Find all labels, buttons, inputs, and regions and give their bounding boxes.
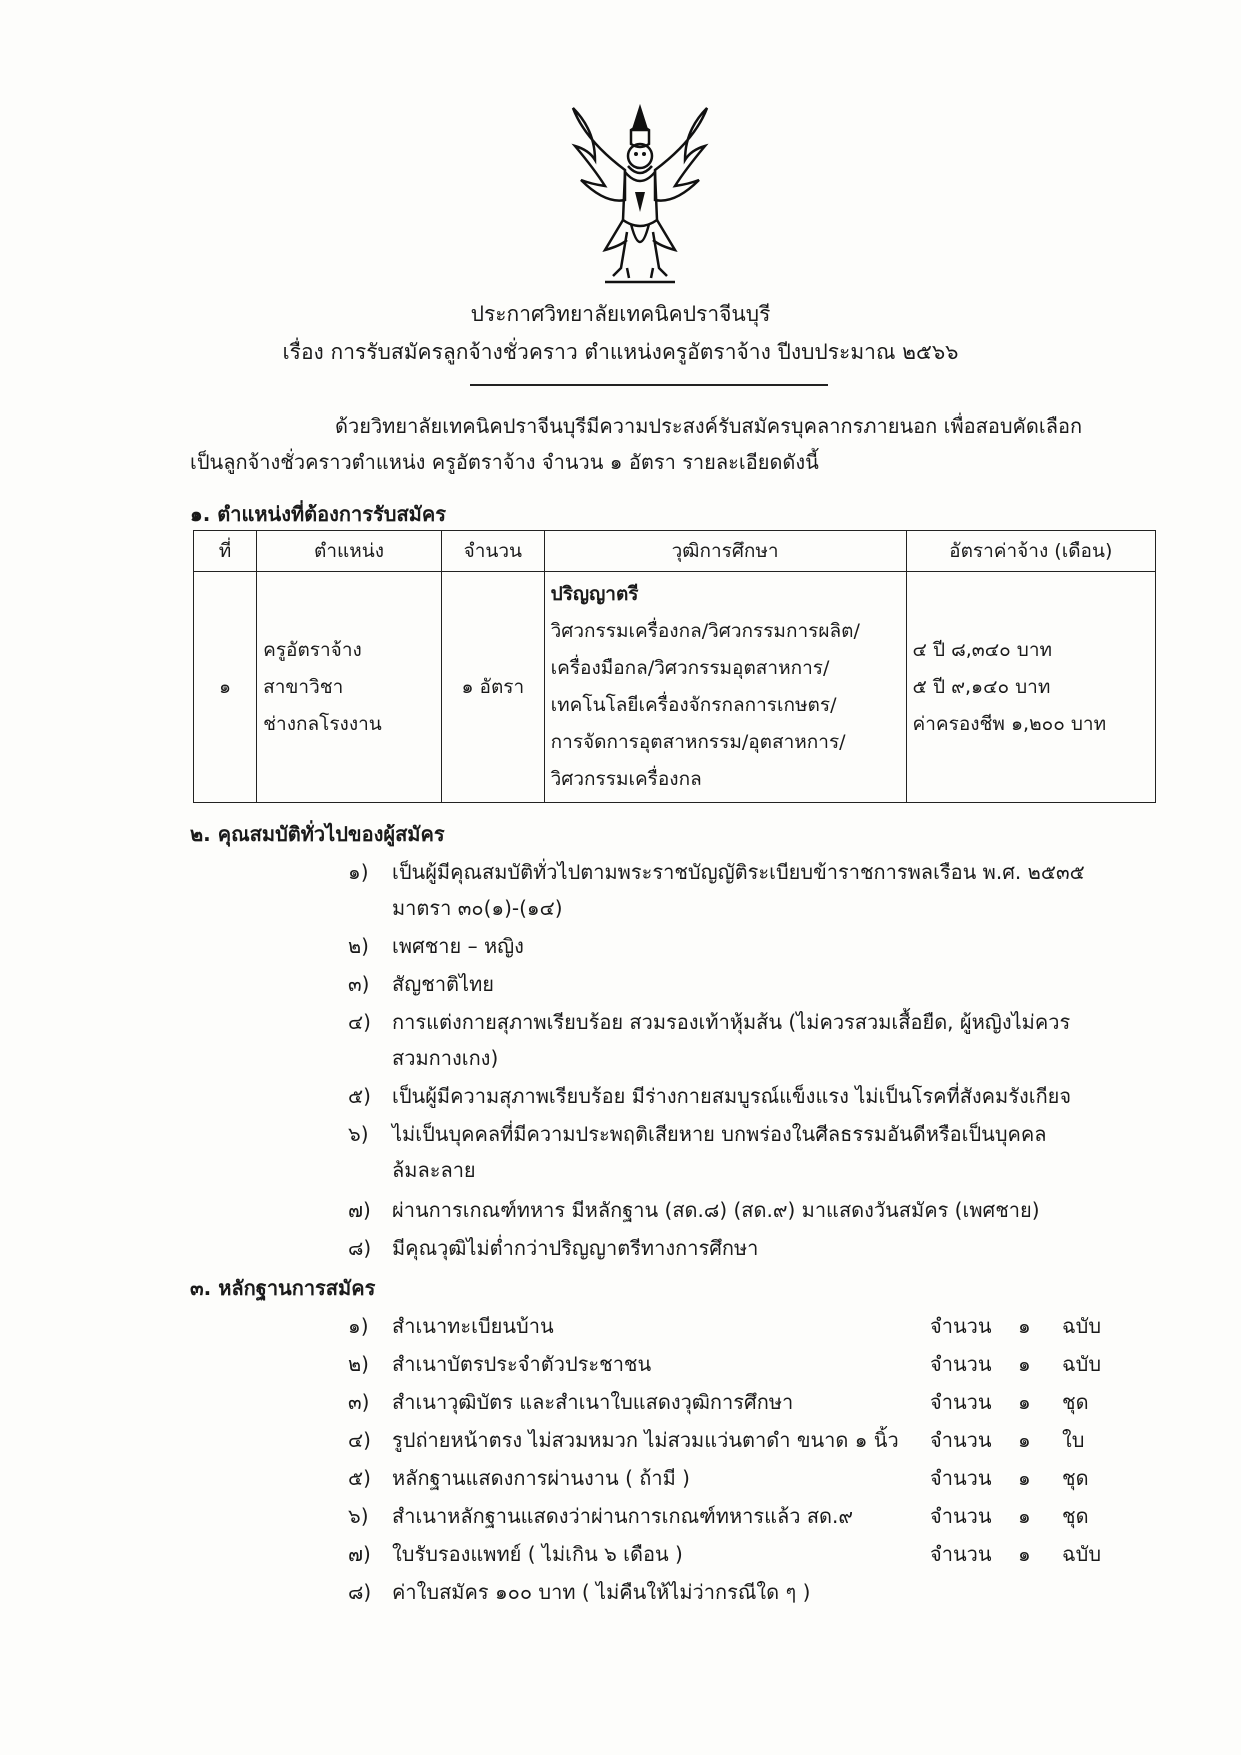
table-header-row xyxy=(194,531,1156,572)
document-item xyxy=(0,1500,1241,1530)
section-2-heading: ๒. คุณสมบัติทั่วไปของผู้สมัคร xyxy=(190,822,445,846)
list-item-continued xyxy=(0,1042,1241,1072)
item-text: ผ่านการเกณฑ์ทหาร มีหลักฐาน (สด.๘) (สด.๙) มาแสดงวันสมัคร (เพศชาย) xyxy=(392,1198,1040,1222)
quantity-label: จำนวน xyxy=(930,1314,992,1338)
col-header-position: ตำแหน่ง xyxy=(257,531,442,572)
item-text: รูปถ่ายหน้าตรง ไม่สวมหมวก ไม่สวมแว่นตาดำ ขนาด ๑ นิ้ว xyxy=(392,1428,899,1452)
col-header-no: ที่ xyxy=(194,531,257,572)
list-item xyxy=(0,930,1241,960)
list-item xyxy=(0,1006,1241,1036)
quantity-unit: ชุด xyxy=(1062,1390,1089,1414)
document-item xyxy=(0,1538,1241,1568)
degree-level: ปริญญาตรี xyxy=(550,583,639,605)
item-number: ๓) xyxy=(348,972,370,996)
item-text: มาตรา ๓๐(๑)-(๑๔) xyxy=(392,896,563,920)
quantity-unit: ชุด xyxy=(1062,1504,1089,1528)
item-text: ไม่เป็นบุคคลที่มีความประพฤติเสียหาย บกพร่องในศีลธรรมอันดีหรือเป็นบุคคล xyxy=(392,1122,1047,1146)
quantity-unit: ชุด xyxy=(1062,1466,1089,1490)
item-text: มีคุณวุฒิไม่ต่ำกว่าปริญญาตรีทางการศึกษา xyxy=(392,1236,759,1260)
qualification-line: เทคโนโลยีเครื่องจักรกลการเกษตร/ xyxy=(550,694,837,716)
item-text: ใบรับรองแพทย์ ( ไม่เกิน ๖ เดือน ) xyxy=(392,1542,683,1566)
list-item xyxy=(0,856,1241,886)
item-text: สำเนาทะเบียนบ้าน xyxy=(392,1314,554,1338)
item-number: ๑) xyxy=(348,860,369,884)
cell-position xyxy=(257,572,442,803)
quantity-label: จำนวน xyxy=(930,1466,992,1490)
intro-line-1: ด้วยวิทยาลัยเทคนิคปราจีนบุรีมีความประสงค์รับสมัครบุคลากรภายนอก เพื่อสอบคัดเลือก xyxy=(335,414,1083,438)
item-text: สำเนาหลักฐานแสดงว่าผ่านการเกณฑ์ทหารแล้ว สด.๙ xyxy=(392,1504,854,1528)
item-number: ๘) xyxy=(348,1236,372,1260)
quantity-label: จำนวน xyxy=(930,1352,992,1376)
position-line: สาขาวิชา xyxy=(263,675,344,698)
quantity-value: ๑ xyxy=(1018,1466,1031,1490)
document-item xyxy=(0,1424,1241,1454)
col-header-qualification: วุฒิการศึกษา xyxy=(544,531,906,572)
quantity-unit: ฉบับ xyxy=(1062,1542,1102,1566)
item-text: สัญชาติไทย xyxy=(392,972,495,996)
item-number: ๕) xyxy=(348,1466,371,1490)
item-number: ๘) xyxy=(348,1580,372,1604)
item-number: ๖) xyxy=(348,1122,369,1146)
intro-line-2: เป็นลูกจ้างชั่วคราวตำแหน่ง ครูอัตราจ้าง จำนวน ๑ อัตรา รายละเอียดดังนี้ xyxy=(190,450,819,474)
document-item xyxy=(0,1462,1241,1492)
rate-line: ๕ ปี ๙,๑๔๐ บาท xyxy=(912,675,1051,698)
garuda-emblem-icon xyxy=(565,100,715,290)
cell-no: ๑ xyxy=(194,572,257,803)
section-3-heading: ๓. หลักฐานการสมัคร xyxy=(190,1276,376,1300)
table-row xyxy=(194,572,1156,803)
item-text: สวมกางเกง) xyxy=(392,1046,499,1070)
list-item xyxy=(0,1118,1241,1148)
col-header-count: จำนวน xyxy=(441,531,544,572)
list-item xyxy=(0,968,1241,998)
quantity-label: จำนวน xyxy=(930,1504,992,1528)
quantity-label: จำนวน xyxy=(930,1428,992,1452)
quantity-label: จำนวน xyxy=(930,1542,992,1566)
list-item xyxy=(0,1194,1241,1224)
item-number: ๕) xyxy=(348,1084,371,1108)
document-item xyxy=(0,1386,1241,1416)
item-number: ๖) xyxy=(348,1504,369,1528)
quantity-unit: ฉบับ xyxy=(1062,1352,1102,1376)
list-item-continued xyxy=(0,1154,1241,1184)
qualification-line: เครื่องมือกล/วิศวกรรมอุตสาหการ/ xyxy=(550,657,830,679)
item-text: เป็นผู้มีคุณสมบัติทั่วไปตามพระราชบัญญัติระเบียบข้าราชการพลเรือน พ.ศ. ๒๕๓๕ xyxy=(392,860,1085,884)
position-line: ครูอัตราจ้าง xyxy=(263,638,362,661)
quantity-unit: ใบ xyxy=(1062,1428,1085,1452)
item-number: ๗) xyxy=(348,1198,371,1222)
item-text: เป็นผู้มีความสุภาพเรียบร้อย มีร่างกายสมบูรณ์แข็งแรง ไม่เป็นโรคที่สังคมรังเกียจ xyxy=(392,1084,1072,1108)
qualification-line: วิศวกรรมเครื่องกล xyxy=(550,768,702,790)
rate-line: ๔ ปี ๘,๓๔๐ บาท xyxy=(912,638,1053,661)
position-line: ช่างกลโรงงาน xyxy=(263,712,382,735)
title-divider xyxy=(470,384,828,386)
item-text: การแต่งกายสุภาพเรียบร้อย สวมรองเท้าหุ้มส้น (ไม่ควรสวมเสื้อยืด, ผู้หญิงไม่ควร xyxy=(392,1010,1071,1034)
quantity-unit: ฉบับ xyxy=(1062,1314,1102,1338)
item-text: หลักฐานแสดงการผ่านงาน ( ถ้ามี ) xyxy=(392,1466,690,1490)
item-number: ๓) xyxy=(348,1390,370,1414)
quantity-value: ๑ xyxy=(1018,1390,1031,1414)
qualification-line: วิศวกรรมเครื่องกล/วิศวกรรมการผลิต/ xyxy=(550,620,860,642)
quantity-value: ๑ xyxy=(1018,1352,1031,1376)
item-text: สำเนาวุฒิบัตร และสำเนาใบแสดงวุฒิการศึกษา xyxy=(392,1390,794,1414)
cell-rate xyxy=(906,572,1155,803)
announcement-subject: เรื่อง การรับสมัครลูกจ้างชั่วคราว ตำแหน่งครูอัตราจ้าง ปีงบประมาณ ๒๕๖๖ xyxy=(282,340,959,364)
quantity-value: ๑ xyxy=(1018,1314,1031,1338)
document-item xyxy=(0,1348,1241,1378)
list-item-continued xyxy=(0,892,1241,922)
item-number: ๒) xyxy=(348,1352,369,1376)
cell-qualification xyxy=(544,572,906,803)
list-item xyxy=(0,1080,1241,1110)
item-text: ค่าใบสมัคร ๑๐๐ บาท ( ไม่คืนให้ไม่ว่ากรณีใด ๆ ) xyxy=(392,1580,811,1604)
item-number: ๔) xyxy=(348,1010,371,1034)
list-item xyxy=(0,1232,1241,1262)
item-text: เพศชาย – หญิง xyxy=(392,934,524,958)
document-item xyxy=(0,1576,1241,1606)
col-header-rate: อัตราค่าจ้าง (เดือน) xyxy=(906,531,1155,572)
position-table xyxy=(193,530,1156,803)
item-text: ล้มละลาย xyxy=(392,1158,476,1182)
quantity-value: ๑ xyxy=(1018,1504,1031,1528)
item-number: ๗) xyxy=(348,1542,371,1566)
item-number: ๔) xyxy=(348,1428,371,1452)
quantity-label: จำนวน xyxy=(930,1390,992,1414)
item-number: ๒) xyxy=(348,934,369,958)
qualification-line: การจัดการอุตสาหกรรม/อุตสาหการ/ xyxy=(550,731,846,753)
rate-line: ค่าครองชีพ ๑,๒๐๐ บาท xyxy=(912,712,1107,735)
cell-count: ๑ อัตรา xyxy=(441,572,544,803)
item-text: สำเนาบัตรประจำตัวประชาชน xyxy=(392,1352,652,1376)
item-number: ๑) xyxy=(348,1314,369,1338)
quantity-value: ๑ xyxy=(1018,1428,1031,1452)
quantity-value: ๑ xyxy=(1018,1542,1031,1566)
document-item xyxy=(0,1310,1241,1340)
announcement-title: ประกาศวิทยาลัยเทคนิคปราจีนบุรี xyxy=(470,302,771,326)
section-1-heading: ๑. ตำแหน่งที่ต้องการรับสมัคร xyxy=(190,502,446,526)
